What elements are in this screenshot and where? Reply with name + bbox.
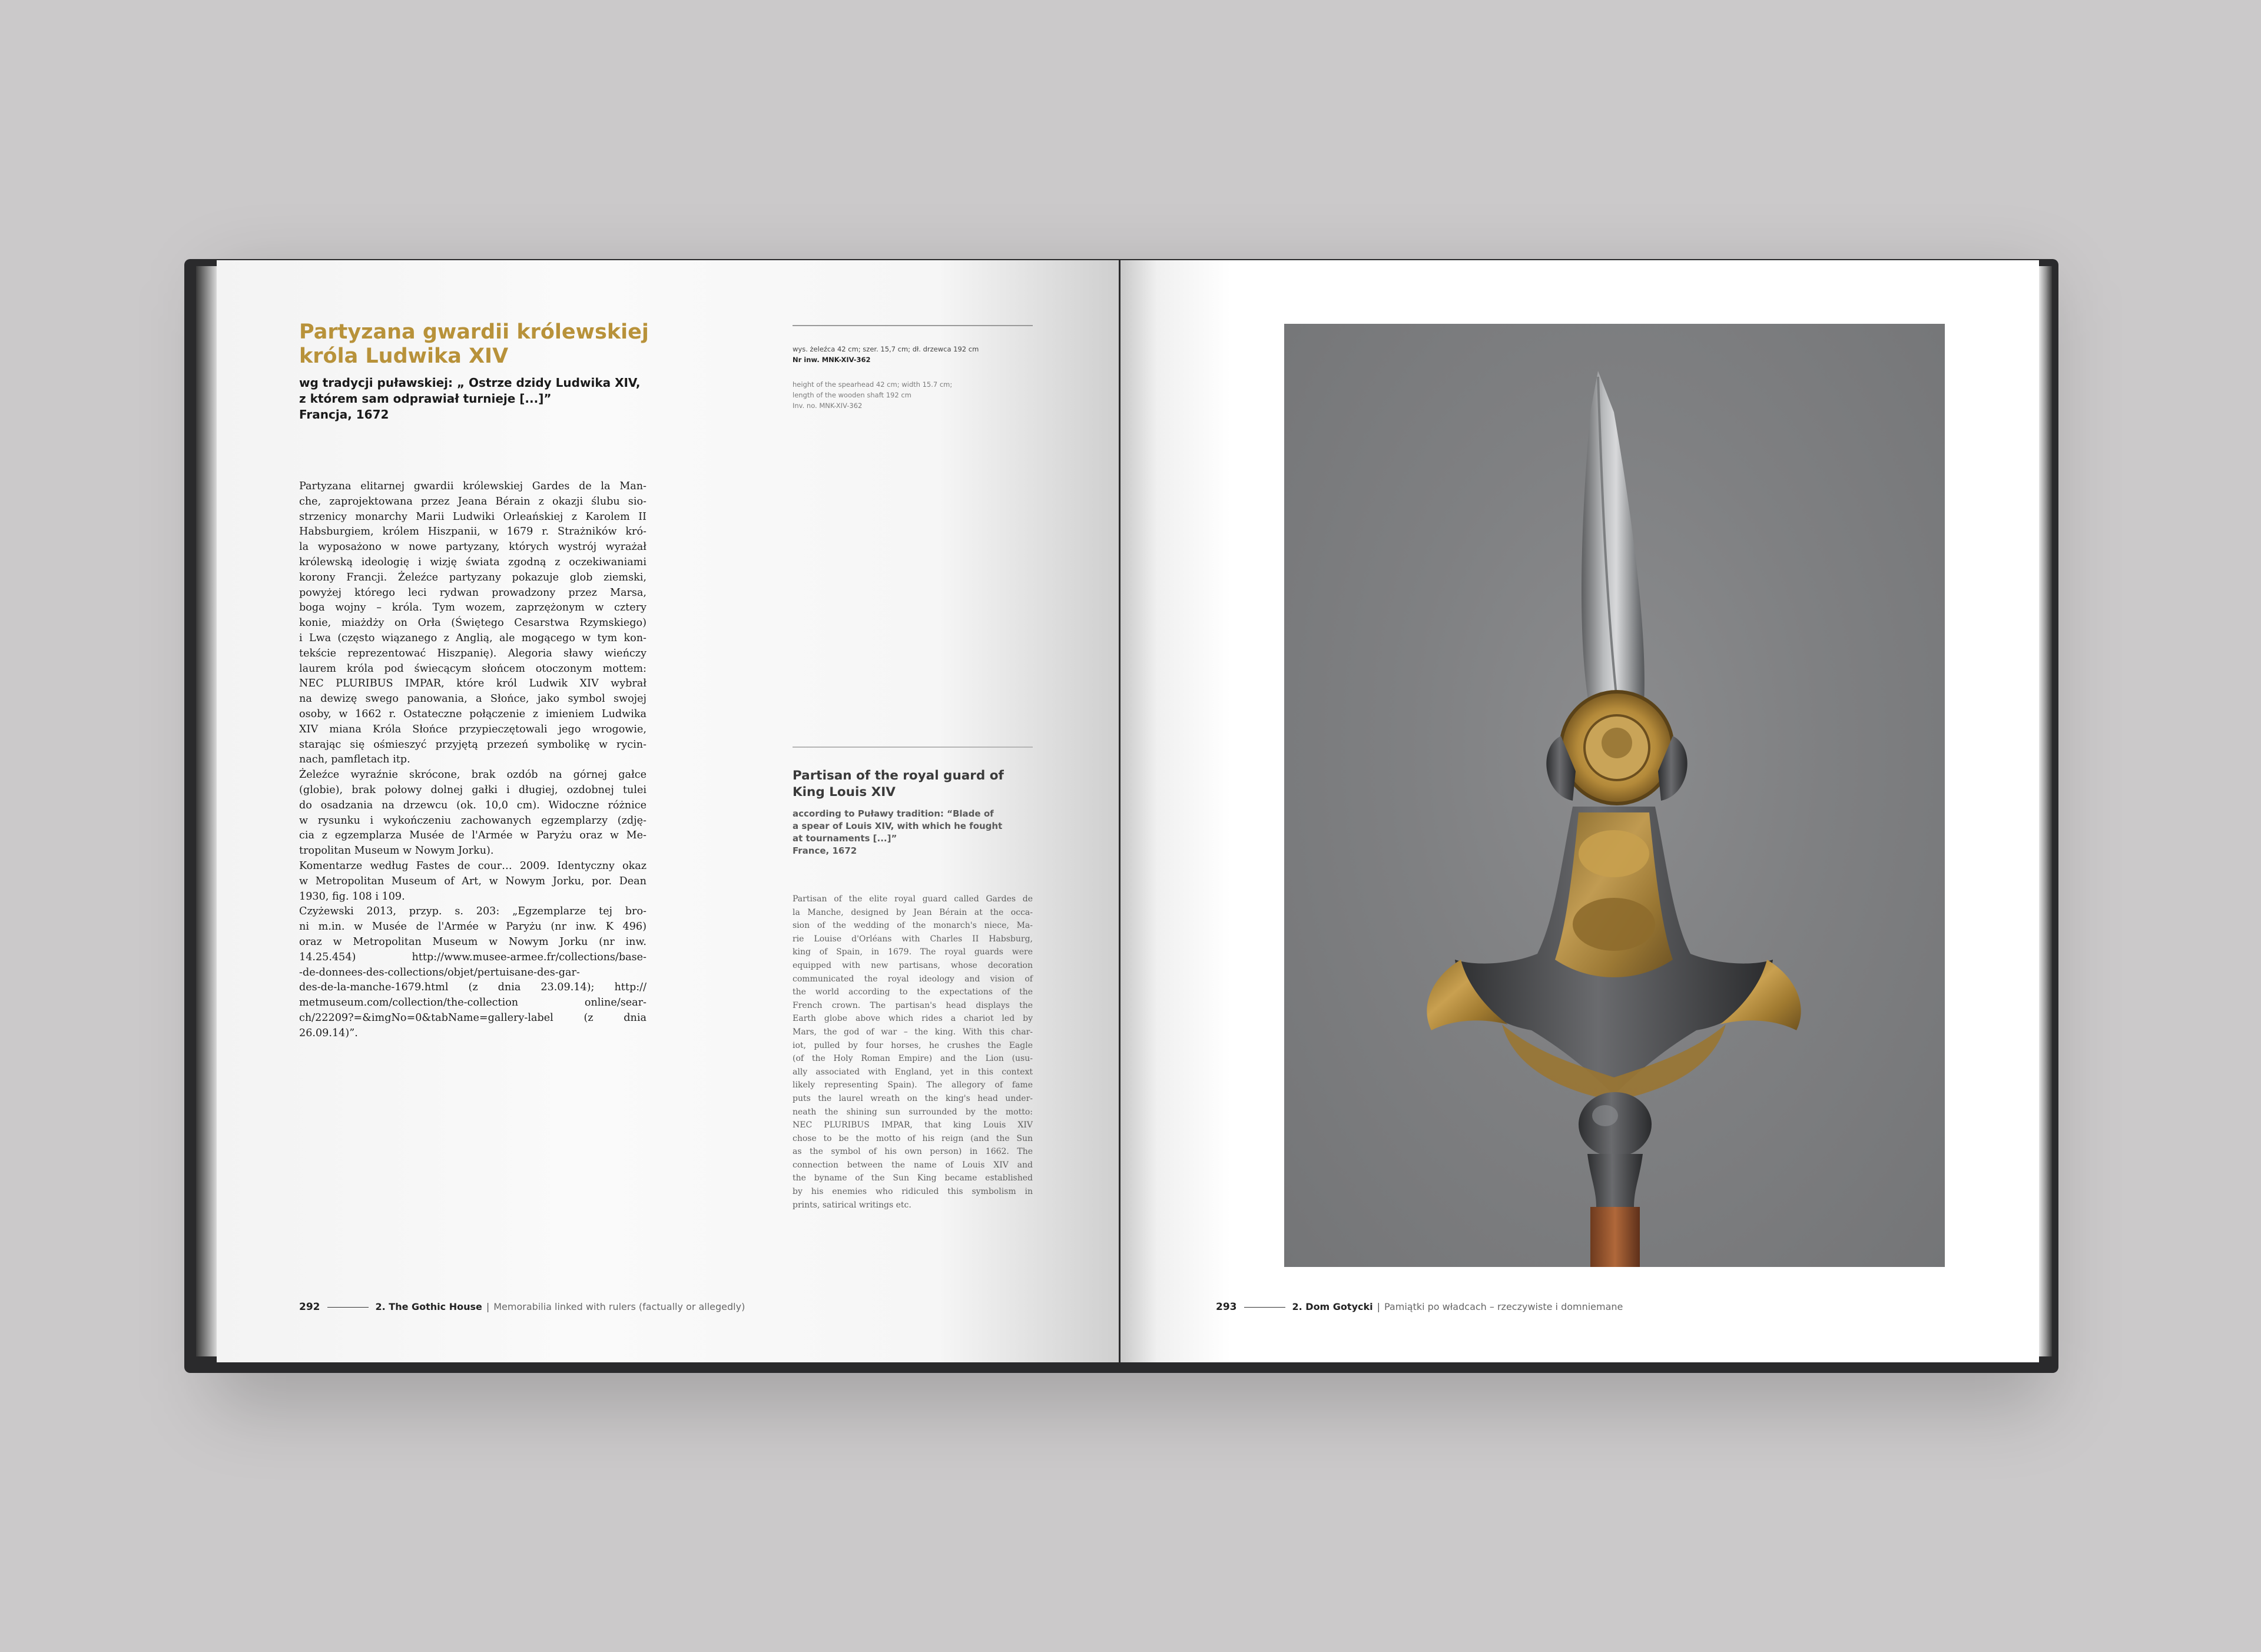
inventory-number-pl: Nr inw. MNK-XIV-362 xyxy=(793,356,871,364)
text-line: boga wojny – króla. Tym wozem, zaprzężonym w cztery xyxy=(299,602,647,614)
text-line: nach, pamfletach itp. xyxy=(299,754,410,766)
text-line: NEC PLURIBUS IMPAR, that king Louis XIV xyxy=(793,1120,1033,1130)
text-line: equipped with new partisans, whose decoration xyxy=(793,960,1033,970)
text-line: Komentarze według Fastes de cour… 2009. Identyczny okaz xyxy=(299,860,647,872)
text-line: powyżej którego leci rydwan prowadzony przez Marsa, xyxy=(299,586,647,599)
text-line: rie Louise d'Orléans with Charles II Habsburg, xyxy=(793,934,1033,944)
text-line: na dewizę swego panowania, a Słońce, jako symbol swojej xyxy=(299,693,647,705)
text-line: -de-donnees-des-collections/objet/pertuisane-des-gar- xyxy=(299,966,580,978)
text-line: likely representing Spain). The allegory of fame xyxy=(793,1080,1033,1090)
text-line: iot, pulled by four horses, he crushes the Eagle xyxy=(793,1040,1033,1050)
text-line: Żeleźce wyraźnie skrócone, brak ozdób na górnej gałce xyxy=(299,769,647,781)
page-number: 292 xyxy=(299,1301,320,1313)
text-line: French crown. The partisan's head displays the xyxy=(793,1000,1033,1010)
folio-separator: | xyxy=(1377,1301,1380,1312)
text-line: la Manche, designed by Jean Bérain at the occa- xyxy=(793,907,1033,917)
text-line: neath the shining sun surrounded by the motto: xyxy=(793,1107,1033,1117)
text-line: Partisan of the elite royal guard called Gardes de xyxy=(793,894,1033,904)
text-line: 26.09.14)”. xyxy=(299,1027,358,1039)
dimensions-block xyxy=(793,344,1040,411)
text-line: ch/22209?=&imgNo=0&tabName=gallery-label (z dnia xyxy=(299,1011,647,1024)
spearhead-illustration xyxy=(1284,324,1945,1267)
page-edges-right xyxy=(2039,266,2052,1356)
text-line: w Metropolitan Museum of Art, w Nowym Jorku, por. Dean xyxy=(299,875,647,887)
ornate-spearhead-photo xyxy=(1284,324,1945,1267)
text-line: 14.25.454) http://www.musee-armee.fr/collections/base- xyxy=(299,951,647,963)
text-line: ni m.in. w Musée de l'Armée w Paryżu (nr inw. K 496) xyxy=(299,921,647,933)
text-line: starając się ośmieszyć przyjętą przezeń symbolikę w rycin- xyxy=(299,738,647,751)
title-line: Partyzana gwardii królewskiej xyxy=(299,320,649,344)
english-title-line: King Louis XIV xyxy=(793,785,896,800)
subtitle-line: Francja, 1672 xyxy=(299,407,389,422)
meta-divider xyxy=(793,325,1033,326)
folio-separator: | xyxy=(486,1301,490,1312)
folio-rule xyxy=(1244,1307,1285,1308)
folio-left xyxy=(299,1301,745,1313)
right-page xyxy=(1120,260,2039,1362)
text-line: Earth globe above which rides a chariot led by xyxy=(793,1014,1033,1024)
left-page xyxy=(217,260,1119,1362)
text-line: Partyzana elitarnej gwardii królewskiej Gardes de la Man- xyxy=(299,480,647,492)
page-number: 293 xyxy=(1216,1301,1237,1313)
text-line: des-de-la-manche-1679.html (z dnia 23.09.14); http:// xyxy=(299,981,647,994)
inventory-number-en: Inv. no. MNK-XIV-362 xyxy=(793,402,863,410)
folio-rule xyxy=(327,1307,369,1308)
text-line: by his enemies who ridiculed this symbolism in xyxy=(793,1187,1033,1197)
text-line: as the symbol of his own person) in 1662. The xyxy=(793,1147,1033,1157)
text-line: king of Spain, in 1679. The royal guards were xyxy=(793,947,1033,957)
subtitle-line: wg tradycji puławskiej: „ Ostrze dzidy Ludwika XIV, xyxy=(299,376,641,390)
polish-body-text xyxy=(299,479,647,1041)
text-line: do osadzania na drzewcu (ok. 10,0 cm). Widoczne różnice xyxy=(299,799,647,811)
text-line: ally associated with England, yet in this context xyxy=(793,1067,1033,1077)
text-line: i Lwa (często wiązanego z Anglią, ale mogącego w tym kon- xyxy=(299,632,647,644)
english-subtitle-line: at tournaments [...]” xyxy=(793,833,897,844)
article-title xyxy=(299,320,723,369)
text-line: prints, satirical writings etc. xyxy=(793,1200,911,1210)
text-line: (globie), brak połowy dolnej gałki i długiej, ozdobnej tulei xyxy=(299,784,647,796)
text-line: the world according to the expectations of the xyxy=(793,987,1033,997)
text-line: puts the laurel wreath on the king's head under- xyxy=(793,1093,1033,1103)
text-line: tekście reprezentować Hiszpanię). Alegoria sławy wieńczy xyxy=(299,647,647,659)
folio-section: 2. Dom Gotycki xyxy=(1292,1301,1373,1312)
text-line: korony Francji. Żeleźce partyzany pokazuje glob ziemski, xyxy=(299,571,647,583)
text-line: the byname of the Sun King became established xyxy=(793,1173,1033,1183)
text-line: laurem króla pod świecącym słońcem otoczonym mottem: xyxy=(299,662,647,675)
dimensions-pl: wys. żeleźca 42 cm; szer. 15,7 cm; dł. drzewca 192 cm xyxy=(793,345,979,353)
text-line: Czyżewski 2013, przyp. s. 203: „Egzemplarze tej bro- xyxy=(299,905,647,918)
text-line: sion of the wedding of the monarch's niece, Ma- xyxy=(793,921,1033,931)
text-line: strzenicy monarchy Marii Ludwiki Orleańskiej z Karolem II xyxy=(299,510,647,523)
subtitle-line: z którem sam odprawiał turnieje [...]” xyxy=(299,392,552,406)
text-line: Habsburgiem, królem Hiszpanii, w 1679 r. Strażników kró- xyxy=(299,526,647,538)
english-subtitle-line: a spear of Louis XIV, with which he fought xyxy=(793,821,1003,831)
text-line: NEC PLURIBUS IMPAR, które król Ludwik XIV wybrał xyxy=(299,678,647,690)
text-line: communicated the royal ideology and vision of xyxy=(793,974,1033,984)
text-line: konie, miażdży on Orła (Świętego Cesarstwa Rzymskiego) xyxy=(299,617,647,629)
text-line: cia z egzemplarza Musée de l'Armée w Paryżu oraz w Me- xyxy=(299,830,647,842)
english-divider xyxy=(793,747,1033,748)
text-line: XIV miana Króla Słońce przypieczętowali jego wrogowie, xyxy=(299,723,647,735)
text-line: królewską ideologię i wizję świata zgodną z oczekiwaniami xyxy=(299,556,647,568)
english-title-line: Partisan of the royal guard of xyxy=(793,768,1004,783)
page-edges-left xyxy=(196,266,217,1356)
text-line: oraz w Metropolitan Museum w Nowym Jorku (nr inw. xyxy=(299,936,647,948)
text-line: metmuseum.com/collection/the-collection online/sear- xyxy=(299,997,647,1009)
title-line: króla Ludwika XIV xyxy=(299,344,509,368)
english-subtitle-line: France, 1672 xyxy=(793,845,857,856)
folio-section: 2. The Gothic House xyxy=(375,1301,482,1312)
article-subtitle xyxy=(299,375,723,423)
text-line: che, zaprojektowana przez Jeana Bérain z okazji ślubu sio- xyxy=(299,495,647,507)
folio-right xyxy=(1216,1301,1623,1313)
text-line: 1930, fig. 108 i 109. xyxy=(299,890,405,903)
folio-subsection: Memorabilia linked with rulers (factually or allegedly) xyxy=(493,1301,745,1312)
dimensions-en: height of the spearhead 42 cm; width 15.7 cm; xyxy=(793,380,953,389)
text-line: osoby, w 1662 r. Ostateczne połączenie z imieniem Ludwika xyxy=(299,708,647,720)
text-line: w rysunku i wykończeniu zachowanych egzemplarzy (zdję- xyxy=(299,814,647,827)
english-subtitle xyxy=(793,808,1052,857)
english-subtitle-line: according to Puławy tradition: “Blade of xyxy=(793,808,994,819)
english-title xyxy=(793,768,1040,801)
text-line: connection between the name of Louis XIV and xyxy=(793,1160,1033,1170)
text-line: la wyposażono w nowe partyzany, których wystrój wyrażał xyxy=(299,541,647,553)
folio-subsection: Pamiątki po władcach – rzeczywiste i domniemane xyxy=(1384,1301,1623,1312)
text-line: Mars, the god of war – the king. With this char- xyxy=(793,1027,1033,1037)
dimensions-en: length of the wooden shaft 192 cm xyxy=(793,391,911,399)
english-body-text xyxy=(793,893,1033,1212)
text-line: (of the Holy Roman Empire) and the Lion (usu- xyxy=(793,1054,1033,1064)
text-line: tropolitan Museum w Nowym Jorku). xyxy=(299,845,494,857)
text-line: chose to be the motto of his reign (and the Sun xyxy=(793,1133,1033,1143)
